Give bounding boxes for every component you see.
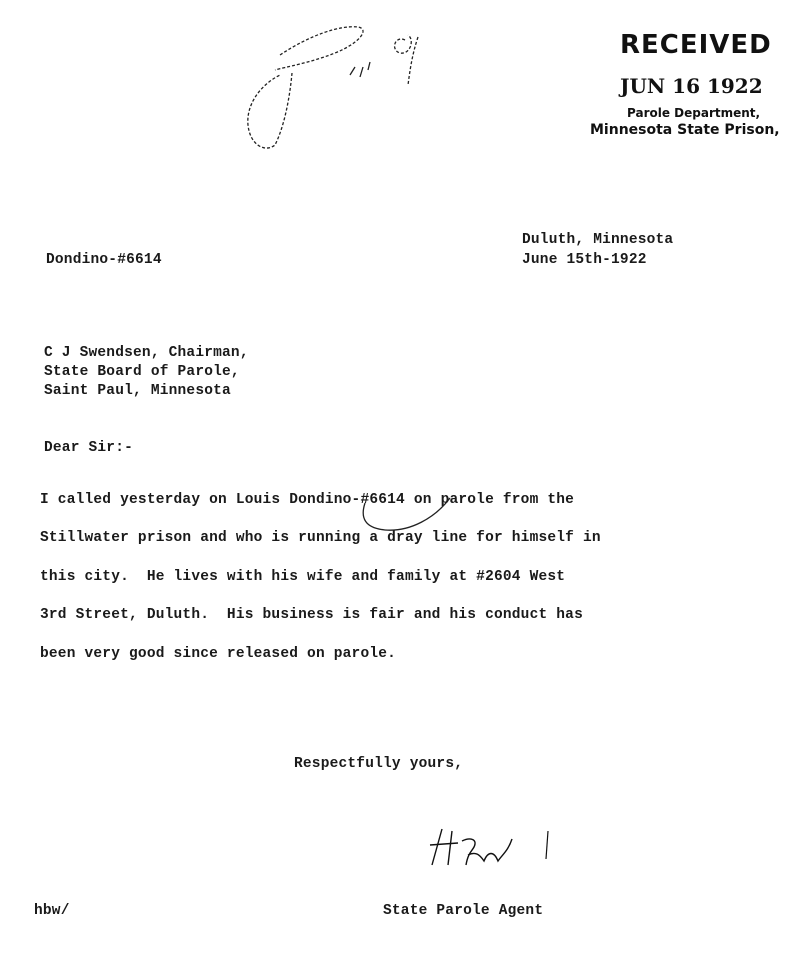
received-stamp-department: Parole Department,	[627, 106, 761, 120]
body-line: been very good since released on parole.	[40, 646, 397, 662]
body-line: I called yesterday on Louis Dondino-#6614 on parole from the	[40, 492, 575, 508]
typist-initials: hbw/	[34, 903, 70, 919]
letter-date: June 15th-1922	[522, 252, 647, 268]
received-stamp-title: RECEIVED	[620, 30, 772, 60]
addressee-line: C J Swendsen, Chairman,	[44, 345, 249, 361]
letter-location: Duluth, Minnesota	[522, 232, 674, 248]
pen-mark-icon	[355, 488, 465, 548]
addressee-line: State Board of Parole,	[44, 364, 240, 380]
body-line: Stillwater prison and who is running a dray line for himself in	[40, 530, 601, 546]
received-stamp-date: JUN 16 1922	[620, 74, 763, 98]
salutation: Dear Sir:-	[44, 440, 134, 456]
signature-icon	[428, 825, 558, 875]
body-line: this city. He lives with his wife and family at #2604 West	[40, 569, 566, 585]
received-stamp-institution: Minnesota State Prison,	[590, 122, 780, 138]
file-reference: Dondino-#6614	[46, 252, 162, 268]
body-line: 3rd Street, Duluth. His business is fair and his conduct has	[40, 607, 583, 623]
signer-title: State Parole Agent	[383, 903, 544, 919]
closing: Respectfully yours,	[294, 756, 464, 772]
addressee-line: Saint Paul, Minnesota	[44, 383, 231, 399]
handwritten-annotation-icon	[240, 15, 440, 165]
